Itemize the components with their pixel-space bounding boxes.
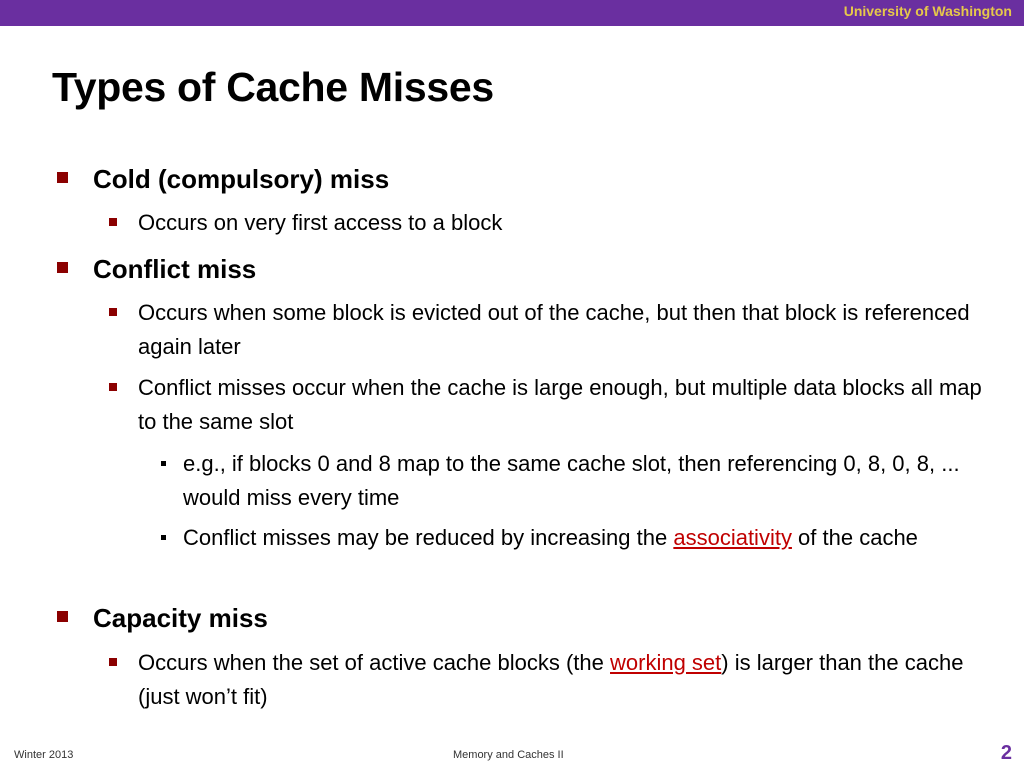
slide-title: Types of Cache Misses <box>52 64 494 110</box>
footer-lecture-title: Memory and Caches II <box>453 749 564 761</box>
square-bullet-icon <box>109 658 117 666</box>
sub-bullet-text: Occurs when some block is evicted out of the cache, but then that block is referenced again later <box>138 300 970 359</box>
square-bullet-icon <box>57 172 68 183</box>
small-square-bullet-icon <box>161 535 166 540</box>
associativity-link[interactable]: associativity <box>673 525 792 550</box>
text-before-keyword: Occurs when the set of active cache blocks (the <box>138 650 611 675</box>
bullet-label: Cold (compulsory) miss <box>93 164 390 194</box>
bullet-label: Capacity miss <box>93 603 268 633</box>
text-after-keyword: ) is larger than the cache (just won’t fit) <box>138 650 964 709</box>
bullet-capacity-miss <box>93 603 268 634</box>
bullet-conflict-miss <box>93 254 256 285</box>
bullet-label: Conflict miss <box>93 254 257 284</box>
sub-bullet <box>138 206 988 240</box>
sub-sub-bullet <box>183 521 973 555</box>
text-before-keyword: Conflict misses may be reduced by increasing the <box>183 525 674 550</box>
small-square-bullet-icon <box>161 461 166 466</box>
sub-bullet-text: Occurs on very first access to a block <box>138 210 503 235</box>
header-bar <box>0 0 1024 26</box>
square-bullet-icon <box>109 218 117 226</box>
sub-bullet <box>138 371 988 439</box>
sub-bullet-text: Conflict misses occur when the cache is large enough, but multiple data blocks all map to the same slot <box>138 375 982 434</box>
footer-term: Winter 2013 <box>14 749 74 761</box>
working-set-link[interactable]: working set <box>610 650 722 675</box>
square-bullet-icon <box>109 308 117 316</box>
square-bullet-icon <box>57 611 68 622</box>
square-bullet-icon <box>57 262 68 273</box>
text-after-keyword: of the cache <box>791 525 918 550</box>
sub-sub-bullet-text: e.g., if blocks 0 and 8 map to the same cache slot, then referencing 0, 8, 0, 8, ... would miss every time <box>183 451 960 510</box>
sub-bullet <box>138 646 988 714</box>
sub-sub-bullet <box>183 447 973 515</box>
bullet-cold-miss <box>93 164 389 195</box>
university-name: University of Washington <box>843 3 1012 19</box>
square-bullet-icon <box>109 383 117 391</box>
sub-bullet <box>138 296 988 364</box>
slide-number: 2 <box>1000 742 1012 764</box>
